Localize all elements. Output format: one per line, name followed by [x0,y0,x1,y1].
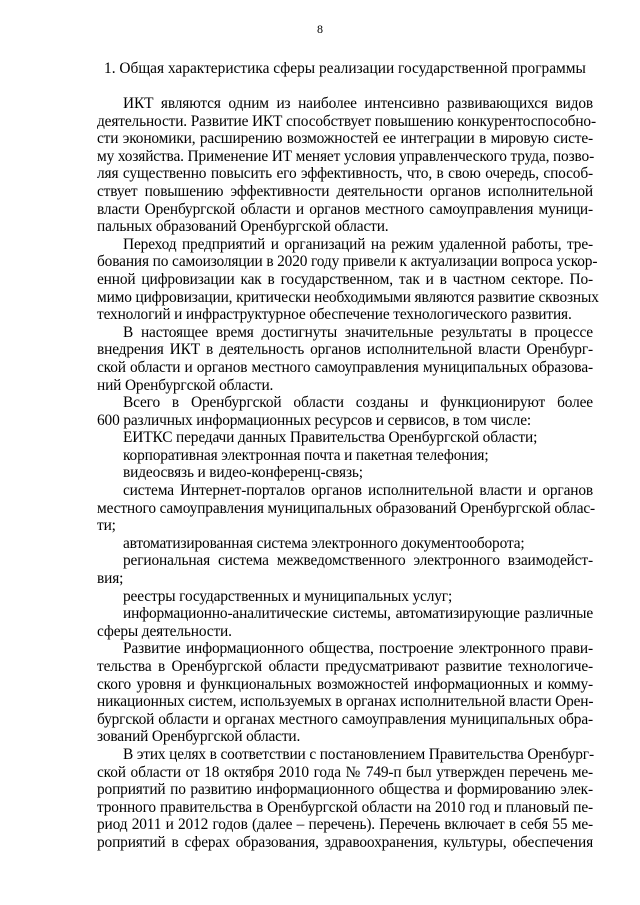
paragraph [97,447,593,465]
text-line: никационных систем, используемых в органах исполнительной власти Орен- [97,693,594,711]
paragraph [97,746,593,852]
text-line: реестры государственных и муниципальных услуг; [123,587,453,605]
paragraph [97,588,593,606]
text-line: ти; [97,517,116,535]
text-line: бургской области и органах местного самоуправления муниципальных обра- [97,710,593,728]
text-line: информационно-аналитические системы, автоматизирующие различные [123,605,593,623]
paragraph [97,552,593,587]
text-line: ЕИТКС передачи данных Правительства Оренбургской области; [123,429,538,447]
paragraph [97,640,593,746]
text-line: ской области от 18 октября 2010 года № 749-п был утвержден перечень ме- [97,763,593,781]
text-line: региональная система межведомственного электронного взаимодейст- [123,552,593,570]
body-text [97,95,599,852]
text-line: власти Оренбургской области и органов местного самоуправления муници- [97,200,593,218]
paragraph [97,324,593,394]
text-line: ского уровня и функциональных возможностей информационных и комму- [97,675,593,693]
text-line: система Интернет-порталов органов исполнительной власти и органов [123,482,593,500]
text-line: ний Оренбургской области. [97,376,274,394]
text-line: местного самоуправления муниципальных образований Оренбургской облас- [97,499,596,517]
text-line: В настоящее время достигнуты значительные результаты в процессе [123,323,593,341]
section-title: 1. Общая характеристика сферы реализации государственной программы [104,60,586,77]
text-line: пальных образований Оренбургской области. [97,218,389,236]
text-line: енной цифровизации как в государственном, так и в частном секторе. По- [97,270,593,288]
text-line: зований Оренбургской области. [97,728,301,746]
page-number: 8 [317,22,323,36]
text-line: риод 2011 и 2012 годов (далее – перечень). Перечень включает в себя 55 ме- [97,816,593,834]
text-line: роприятий в сферах образования, здравоохранения, культуры, обеспечения [97,833,593,851]
text-line: сти экономики, расширению возможностей ее интеграции в мировую систе- [97,130,593,148]
text-line: тронного правительства в Оренбургской области на 2010 год и плановый пе- [97,798,593,816]
text-line: бования по самоизоляции в 2020 году привели к актуализации вопроса ускор- [97,253,598,271]
text-line: ляя существенно повысить его эффективность, что, в свою очередь, способ- [97,165,593,183]
text-line: роприятий по развитию информационного общества и формированию элек- [97,781,593,799]
text-line: автоматизированная система электронного документооборота; [123,534,525,552]
paragraph [97,95,596,236]
text-line: ствует повышению эффективности деятельности органов исполнительной [97,182,593,200]
text-line: Всего в Оренбургской области созданы и функционируют более [123,394,593,412]
text-line: видеосвязь и видео-конференц-связь; [123,464,363,482]
text-line: технологий и инфраструктурное обеспечение технологического развития. [97,306,572,324]
text-line: ской области и органов местного самоуправления муниципальных образова- [97,358,593,376]
text-line: корпоративная электронная почта и пакетная телефония; [123,446,489,464]
paragraph [97,394,593,429]
text-line: вия; [97,570,124,588]
text-line: мимо цифровизации, критически необходимыми являются развитие сквозных [97,288,599,306]
text-line: 600 различных информационных ресурсов и сервисов, в том числе: [97,411,532,429]
text-line: сферы деятельности. [97,622,232,640]
text-line: му хозяйства. Применение ИТ меняет условия управленческого труда, позво- [97,147,595,165]
paragraph [97,464,593,482]
text-line: ИКТ являются одним из наиболее интенсивно развивающихся видов [123,95,593,112]
paragraph [97,482,596,535]
text-line: Развитие информационного общества, построение электронного прави- [123,640,593,658]
text-line: внедрения ИКТ в деятельность органов исполнительной власти Оренбург- [97,341,593,359]
paragraph [97,429,593,447]
paragraph [97,605,593,640]
paragraph [97,535,593,553]
paragraph [97,235,599,324]
text-line: тельства в Оренбургской области предусматривают развитие технологиче- [97,658,593,675]
text-line: деятельности. Развитие ИКТ способствует повышению конкурентоспособно- [97,112,596,130]
text-line: Переход предприятий и организаций на режим удаленной работы, тре- [123,235,593,253]
text-line: В этих целях в соответствии с постановлением Правительства Оренбург- [123,745,594,763]
